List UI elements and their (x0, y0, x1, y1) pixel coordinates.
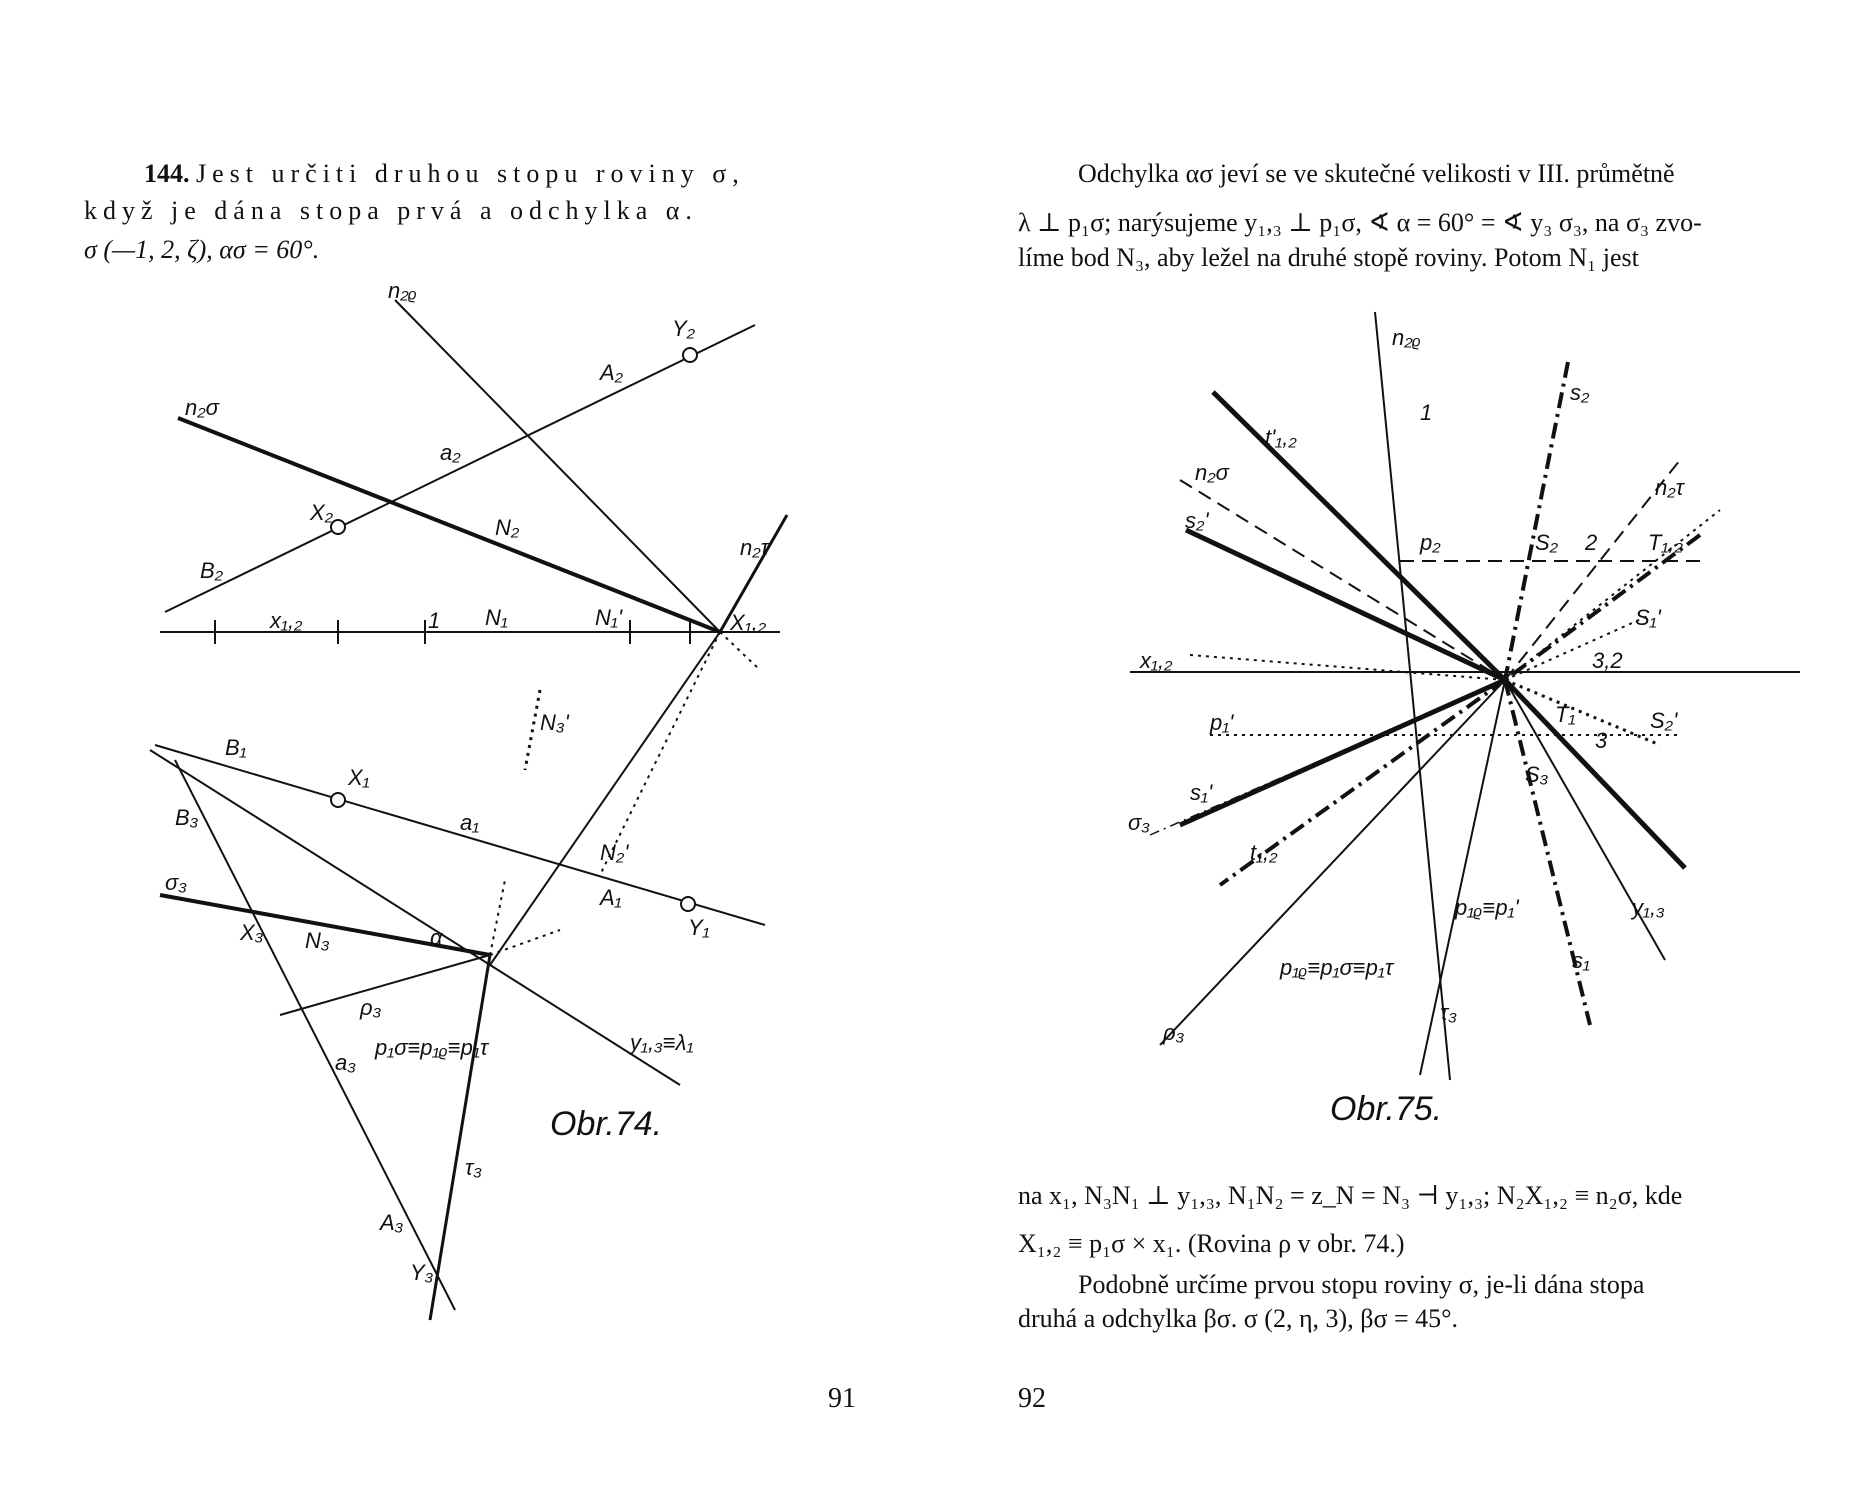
para2-line2: X₁,₂ ≡ p₁σ × x₁. (Rovina ρ v obr. 74.) (1018, 1229, 1405, 1258)
heading-line1-text: Jest určiti druhou stopu roviny σ, (196, 159, 745, 188)
fig74-labels (165, 278, 771, 1285)
label-rho3: ρ₃ (360, 995, 382, 1020)
label-r-n2tau: n₂τ (1655, 475, 1684, 500)
label-s1p: s₁' (1190, 780, 1213, 805)
label-n2sigma: n₂σ (185, 395, 219, 420)
label-n2tau: n₂τ (740, 535, 769, 560)
para1-line3: líme bod N₃, aby ležel na druhé stopě roviny. Potom N₁ jest (1018, 243, 1639, 272)
label-s2: s₂ (1570, 380, 1590, 405)
para3-line2: druhá a odchylka βσ. σ (2, η, 3), βσ = 45°. (1018, 1304, 1459, 1333)
label-r-rho3: ρ₃ (1163, 1020, 1185, 1045)
label-t12: t₁,₂ (1250, 840, 1278, 865)
label-p1rho: p₁ᵨ≡p₁' (1455, 895, 1519, 920)
trace-t12p (1213, 392, 1505, 680)
label-S3: S₃ (1525, 762, 1549, 787)
label-A1: A₁ (600, 885, 622, 910)
problem-given: σ (—1, 2, ζ), ασ = 60°. (84, 235, 320, 264)
label-N3: N₃ (305, 928, 330, 953)
label-T1: T₁ (1555, 702, 1576, 727)
label-r-n2sigma: n₂σ (1195, 460, 1229, 485)
label-tau3: τ₃ (465, 1155, 482, 1180)
label-r-n2rho: n₂ᵨ (1392, 325, 1421, 350)
trace-tau3 (430, 955, 490, 1320)
label-S2: S₂ (1535, 530, 1559, 555)
point-X1 (331, 793, 345, 807)
point-X2 (331, 520, 345, 534)
label-r-sigma3: σ₃ (1128, 810, 1150, 835)
label-r-one: 1 (1420, 400, 1433, 425)
label-N2p: N₂' (600, 840, 629, 865)
label-r-x12: x₁,₂ (1140, 648, 1173, 673)
problem-heading-line2: když je dána stopa prvá a odchylka α. (84, 196, 698, 225)
label-thirdtwo: 3,2 (1592, 648, 1623, 673)
label-sigma3: σ₃ (165, 870, 187, 895)
label-N2: N₂ (495, 515, 520, 540)
point-Y1 (681, 897, 695, 911)
label-T12: T₁,₂ (1648, 530, 1683, 555)
line-a2 (165, 325, 755, 612)
label-X1: X₁ (348, 765, 370, 790)
point-Y2 (683, 348, 697, 362)
label-n2rho: n₂ᵨ (388, 278, 417, 303)
label-N1: N₁ (485, 605, 508, 630)
label-two: 2 (1585, 530, 1598, 555)
label-a3: a₃ (335, 1050, 356, 1075)
label-p1p: p₁' (1210, 710, 1234, 735)
para2-line1: na x₁, N₃N₁ ⊥ y₁,₃, N₁N₂ = z_N = N₃ ⊣ y₁,₃; N₂X₁,₂ ≡ n₂σ, kde (1018, 1181, 1683, 1210)
label-a1: a₁ (460, 810, 480, 835)
label-N3p: N₃' (540, 710, 569, 735)
label-s1: s₁ (1572, 948, 1590, 973)
para1-line2: λ ⊥ p₁σ; narýsujeme y₁,₃ ⊥ p₁σ, ∢ α = 60° = ∢ y₃ σ₃, na σ₃ zvo- (1018, 208, 1702, 237)
figure-75-caption: Obr.75. (1330, 1090, 1443, 1128)
label-Y1: Y₁ (688, 915, 710, 940)
label-alpha: α (430, 925, 443, 950)
para3-line1: Podobně určíme prvou stopu roviny σ, je-li dána stopa (1078, 1270, 1645, 1299)
label-three: 3 (1595, 728, 1608, 753)
label-x12: x₁,₂ (270, 608, 303, 633)
para1-line1: Odchylka ασ jeví se ve skutečné velikosti v III. průmětně (1078, 159, 1675, 188)
label-X12: X₁,₂ (730, 610, 767, 635)
label-y13: y₁,₃≡λ₁ (630, 1030, 694, 1055)
label-r-tau3: τ₃ (1440, 1000, 1457, 1025)
label-s2p: s₂' (1185, 508, 1209, 533)
label-N1p: N₁' (595, 605, 623, 630)
label-p1: p₁σ≡p₁ᵨ≡p₁τ (375, 1035, 489, 1060)
trace-s2p (1186, 530, 1505, 680)
label-A3: A₃ (380, 1210, 404, 1235)
figure-74-caption: Obr.74. (550, 1105, 663, 1143)
label-X3: X₃ (240, 920, 264, 945)
label-t12p: t'₁,₂ (1265, 425, 1297, 450)
label-B3: B₃ (175, 805, 199, 830)
label-r-y13: y₁,₃ (1632, 895, 1665, 920)
label-X2: X₂ (310, 500, 334, 525)
label-one: 1 (428, 608, 441, 633)
label-Y2: Y₂ (672, 316, 696, 341)
page-number-left: 91 (828, 1383, 856, 1414)
label-a2: a₂ (440, 440, 461, 465)
label-S2p-cap: S₂' (1650, 708, 1678, 733)
label-B2: B₂ (200, 558, 224, 583)
line-a1 (155, 745, 765, 925)
label-S1p: S₁' (1635, 605, 1661, 630)
label-Y3: Y₃ (410, 1260, 434, 1285)
label-p1all: p₁ᵨ≡p₁σ≡p₁τ (1280, 955, 1394, 980)
label-B1: B₁ (225, 735, 247, 760)
line-rho-link (490, 632, 720, 965)
label-p2: p₂ (1420, 530, 1441, 555)
page-number-right: 92 (1018, 1383, 1046, 1414)
label-A2: A₂ (600, 360, 624, 385)
problem-number: 144. (144, 159, 190, 188)
